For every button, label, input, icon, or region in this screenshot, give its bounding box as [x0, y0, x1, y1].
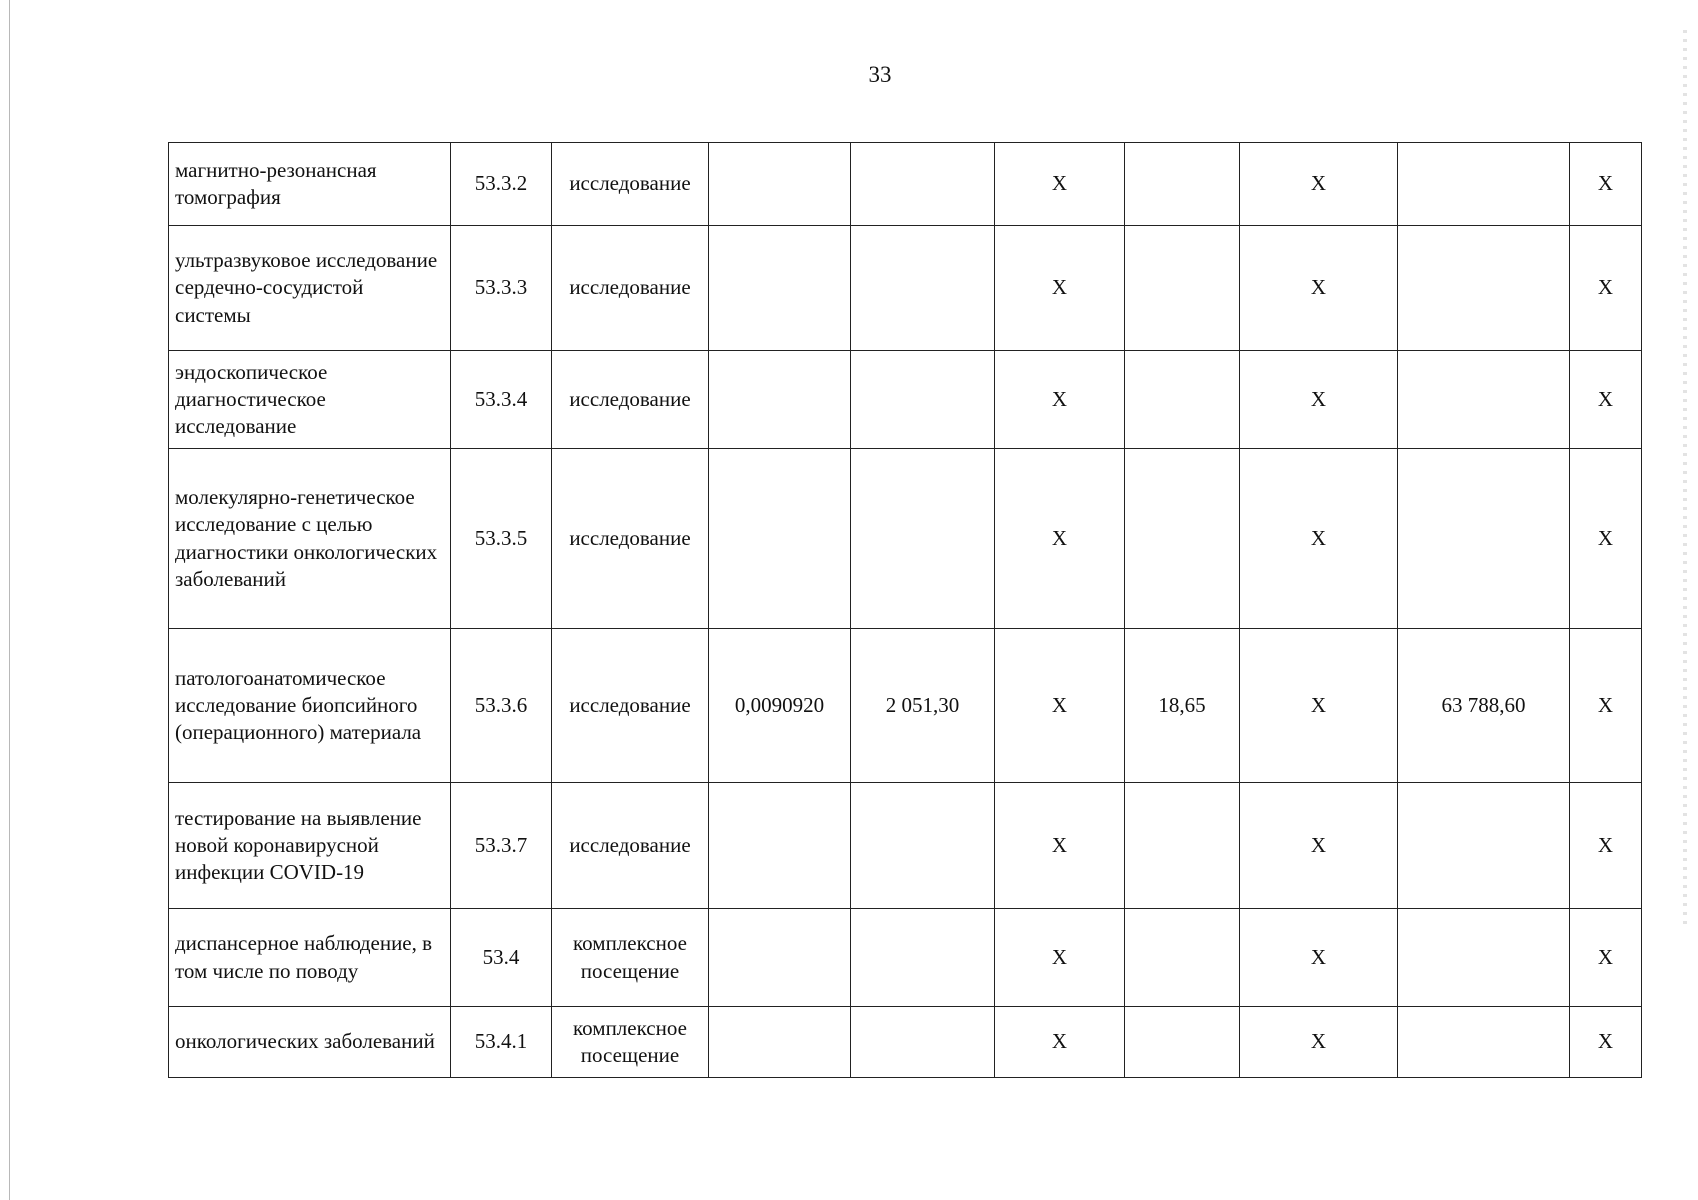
cell-col6: X	[995, 449, 1125, 629]
cell-unit: исследование	[552, 351, 709, 449]
cell-col7: 18,65	[1125, 629, 1240, 783]
cell-col5	[851, 226, 995, 351]
cell-col10: X	[1570, 226, 1642, 351]
cell-col10: X	[1570, 143, 1642, 226]
cell-col4: 0,0090920	[709, 629, 851, 783]
table-row	[169, 351, 1642, 449]
cell-code: 53.3.6	[451, 629, 552, 783]
cell-col10: X	[1570, 629, 1642, 783]
cell-col8: X	[1240, 1007, 1398, 1078]
cell-col6: X	[995, 226, 1125, 351]
cell-code: 53.3.3	[451, 226, 552, 351]
cell-col9	[1398, 783, 1570, 909]
cell-col6: X	[995, 629, 1125, 783]
cell-col5	[851, 909, 995, 1007]
page-number: 33	[868, 62, 892, 87]
cell-col4	[709, 226, 851, 351]
cell-col8: X	[1240, 449, 1398, 629]
cell-col10: X	[1570, 783, 1642, 909]
cell-code: 53.3.5	[451, 449, 552, 629]
cell-col9	[1398, 143, 1570, 226]
cell-col4	[709, 351, 851, 449]
cell-col7	[1125, 449, 1240, 629]
cell-code: 53.3.7	[451, 783, 552, 909]
table-row	[169, 1007, 1642, 1078]
cell-col5	[851, 1007, 995, 1078]
cell-name: эндоскопическое диагностическое исследование	[169, 351, 451, 449]
table-row	[169, 629, 1642, 783]
cell-col5	[851, 143, 995, 226]
cell-code: 53.4	[451, 909, 552, 1007]
cell-unit: исследование	[552, 226, 709, 351]
cell-col10: X	[1570, 1007, 1642, 1078]
cell-col8: X	[1240, 629, 1398, 783]
table-row	[169, 143, 1642, 226]
table-row	[169, 783, 1642, 909]
cell-col4	[709, 143, 851, 226]
cell-col10: X	[1570, 909, 1642, 1007]
tariff-table	[168, 142, 1642, 1078]
cell-name: патологоанатомическое исследование биопсийного (операционного) материала	[169, 629, 451, 783]
cell-col5: 2 051,30	[851, 629, 995, 783]
cell-col4	[709, 1007, 851, 1078]
cell-col7	[1125, 226, 1240, 351]
cell-col9	[1398, 1007, 1570, 1078]
cell-col9	[1398, 351, 1570, 449]
cell-name: ультразвуковое исследование сердечно-сосудистой системы	[169, 226, 451, 351]
cell-col8: X	[1240, 143, 1398, 226]
cell-col9	[1398, 449, 1570, 629]
cell-code: 53.3.2	[451, 143, 552, 226]
cell-name: молекулярно-генетическое исследование с целью диагностики онкологических заболеваний	[169, 449, 451, 629]
table-row	[169, 449, 1642, 629]
cell-col10: X	[1570, 449, 1642, 629]
cell-col8: X	[1240, 783, 1398, 909]
cell-col7	[1125, 1007, 1240, 1078]
cell-col10: X	[1570, 351, 1642, 449]
cell-col6: X	[995, 351, 1125, 449]
cell-col8: X	[1240, 226, 1398, 351]
cell-col5	[851, 449, 995, 629]
cell-code: 53.3.4	[451, 351, 552, 449]
scan-right-edge-noise	[1683, 30, 1687, 930]
cell-col9	[1398, 226, 1570, 351]
cell-col5	[851, 783, 995, 909]
cell-col7	[1125, 783, 1240, 909]
cell-col4	[709, 449, 851, 629]
cell-col4	[709, 783, 851, 909]
cell-unit: комплексное посещение	[552, 1007, 709, 1078]
cell-code: 53.4.1	[451, 1007, 552, 1078]
cell-col8: X	[1240, 909, 1398, 1007]
cell-col6: X	[995, 143, 1125, 226]
cell-col9: 63 788,60	[1398, 629, 1570, 783]
cell-unit: исследование	[552, 629, 709, 783]
cell-name: тестирование на выявление новой коронавирусной инфекции COVID-19	[169, 783, 451, 909]
cell-col5	[851, 351, 995, 449]
table-row	[169, 226, 1642, 351]
cell-name: онкологических заболеваний	[169, 1007, 451, 1078]
cell-unit: исследование	[552, 783, 709, 909]
scan-left-edge-line	[9, 0, 10, 1200]
cell-col6: X	[995, 909, 1125, 1007]
cell-col7	[1125, 351, 1240, 449]
cell-col6: X	[995, 1007, 1125, 1078]
cell-name: диспансерное наблюдение, в том числе по поводу	[169, 909, 451, 1007]
cell-unit: исследование	[552, 449, 709, 629]
cell-col6: X	[995, 783, 1125, 909]
cell-unit: исследование	[552, 143, 709, 226]
table-row	[169, 909, 1642, 1007]
cell-col7	[1125, 909, 1240, 1007]
cell-name: магнитно-резонансная томография	[169, 143, 451, 226]
cell-col7	[1125, 143, 1240, 226]
cell-col4	[709, 909, 851, 1007]
cell-unit: комплексное посещение	[552, 909, 709, 1007]
cell-col8: X	[1240, 351, 1398, 449]
cell-col9	[1398, 909, 1570, 1007]
